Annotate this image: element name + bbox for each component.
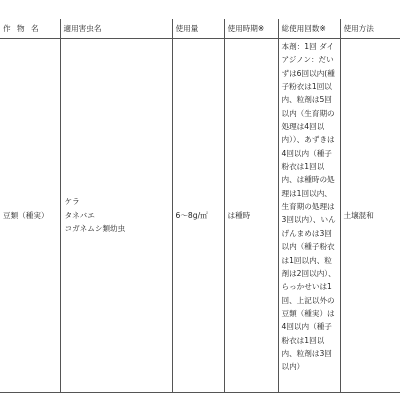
header-pests: 適用害虫名 (60, 19, 172, 39)
cell-crop: 豆類（種実） (0, 39, 60, 393)
header-method: 使用方法 (340, 19, 400, 39)
pesticide-usage-table (0, 19, 400, 393)
cell-pests (60, 39, 172, 393)
cell-timing: は種時 (224, 39, 278, 393)
table-header-row (0, 19, 400, 39)
header-timing: 使用時期※ (224, 19, 278, 39)
table-row (0, 39, 400, 393)
header-amount: 使用量 (172, 19, 224, 39)
cell-amount: 6～8g/㎡ (172, 39, 224, 393)
header-crop: 作 物 名 (0, 19, 60, 39)
cell-method: 土壌混和 (340, 39, 400, 393)
pest-name: タネバエ (64, 210, 95, 220)
pest-name: コガネムシ類幼虫 (64, 224, 126, 234)
header-total-uses: 総使用回数※ (278, 19, 340, 39)
pest-name: ケラ (64, 197, 80, 207)
cell-total-uses: 本剤：1回 ダイアジノン：だいずは6回以内(種子粉衣は1回以内、粒剤は5回以内（生育期の処理は4回以内））、あずきは4回以内（種子粉衣は1回以内、は種時の処理は1回以内、生育期の処理は3回以内）、いんげんまめは3回以内（種子粉衣は1回以内、粒剤は2回以内）、らっかせいは1回、上記以外の豆類（種実）は4回以内（種子粉衣は1回以内、粒剤は3回以内） (278, 39, 340, 393)
